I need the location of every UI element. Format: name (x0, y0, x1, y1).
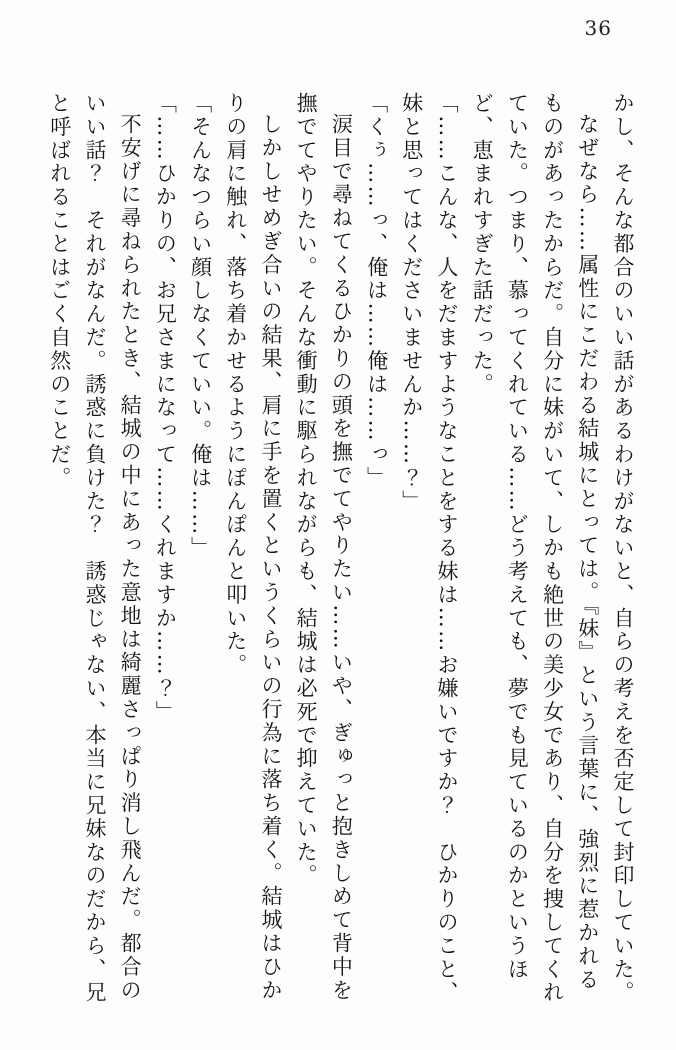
paragraph-dialogue: 「くぅ……っ、俺は……俺は……っ」 (364, 92, 389, 490)
paragraph: 涙目で尋ねてくるひかりの頭を撫でてやりたい……いや、ぎゅっと抱きしめて背中を撫でてやりたい。そんな衝動に駆られながらも、結城は必死で抑えていた。 (294, 92, 354, 1003)
paragraph-dialogue: 「そんなつらい顔しなくていい。俺は……」 (188, 92, 213, 560)
paragraph: しかしせめぎ合いの結果、肩に手を置くというくらいの行為に落ち着く。結城はひかりの肩に触れ、落ち着かせるようにぽんぽんと叩いた。 (223, 92, 283, 1003)
page-number: 36 (584, 16, 612, 40)
paragraph: かし、そんな都合のいい話があるわけがないと、自らの考えを否定して封印していた。 (611, 92, 635, 1005)
paragraph-dialogue: 「……こんな、人をだますようなことをする妹は……お嫌いですか？ ひかりのこと、妹と思ってはくださいませんか……？」 (399, 92, 459, 1005)
paragraph: なぜなら……属性にこだわる結城にとっては。『妹』という言葉に、強烈に惹かれるものがあったからだ。自分に妹がいて、しかも絶世の美少女であり、自分を捜してくれていた。つまり、慕ってくれている……どう考えても、夢でも見ているのかというほど、恵まれすぎた話だった。 (470, 92, 600, 1005)
paragraph-dialogue: 「……ひかりの、お兄さまになって……くれますか……？」 (153, 92, 178, 724)
vertical-text-block (34, 92, 640, 1010)
paragraph: 不安げに尋ねられたとき、結城の中にあった意地は綺麗さっぱり消し飛んだ。都合のいい話？ それがなんだ。誘惑に負けた？ 誘惑じゃない、本当に兄妹なのだから、兄と呼ばれることはごく自然のことだ。 (47, 92, 143, 1005)
